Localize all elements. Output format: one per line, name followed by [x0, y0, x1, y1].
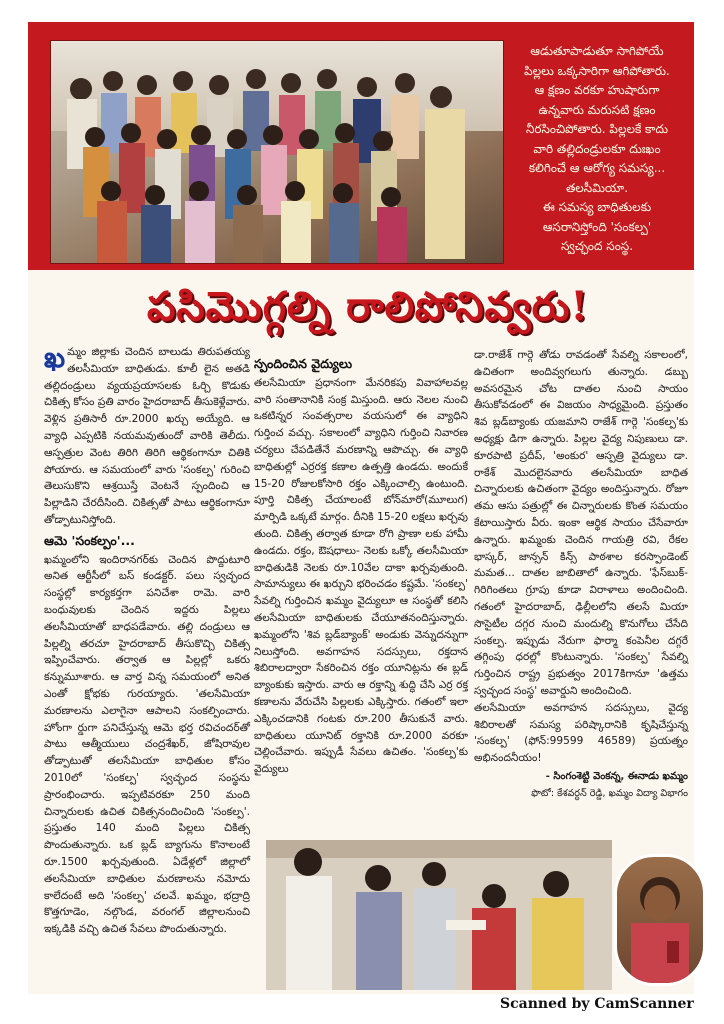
paragraph-text: మ్మం జిల్లాకు చెందిన బాలుడు తిరుపతయ్య తలసీమియా బాధితుడు. కూలీ లైన అతడి తల్లిదండ్రులు వ్యయప్రయాసలకు ఓర్చి కొడుకు చికిత్స కోసం ప్రతి వారం హైదరాబాద్ తీసుకెళ్లేవారు. వెళ్లిన ప్రతిసారీ రూ.2000 ఖర్చు అయ్యేది. ఆ వ్యాధి ఎప్పటికి నయమవుతుందో వారికి తెలీదు. ఆస్పత్రుల వెంట తిరిగి తిరిగి ఆర్థికంగానూ చితికి పోయారు. ఆ సమయంలో వారు 'సంకల్ప' గురించి తెలుసుకొని ఆశ్రయిస్తే వెంటనే స్పందించి ఆ పిల్లాడిని చేరదీసింది. చికిత్సతో పాటు ఆర్థికంగానూ తోడ్పాటునిస్తోంది. [44, 346, 250, 526]
subheading: స్పందించిన వైద్యులు [254, 356, 353, 371]
doctors-handover-photo [266, 840, 612, 990]
newspaper-page [28, 22, 694, 994]
intro-line: ఉన్నవారు మరుసటి క్షణం [538, 102, 656, 117]
intro-line: ఆ క్షణం వరకూ హుషారుగా [534, 83, 660, 97]
article-column-1 [44, 341, 250, 938]
photo-credit: ఫొటో: కేశవర్ధన్ రెడ్డి, ఖమ్మం విద్యా విభాగం [531, 787, 688, 799]
intro-line: పిల్లలు ఒక్కసారిగా ఆగిపోతారు. [524, 63, 670, 78]
group-photo-children [50, 40, 504, 264]
drop-cap: ఖ [44, 341, 66, 374]
article-column-2 [254, 352, 468, 778]
intro-line: స్వచ్ఛంద సంస్థ. [560, 239, 634, 253]
reporter-credit: - సింగంశెట్టి వెంకన్న, ఈనాడు ఖమ్మం [545, 770, 688, 782]
article-column-3 [474, 347, 688, 803]
article-paragraph: ఖమ్మంలోని ఇందిరానగర్‌కు చెందిన పొద్దుటూరి అనిత ఆర్టీసీలో బస్ కండక్టర్. పలు స్వచ్ఛంద సంస్థల్లో కార్యకర్తగా పనిచేశా రామె. వారి బంధువులకు చెందిన ఇద్దరు పిల్లలు తలసీమియాతో బాధపడేవారు. తల్లి దండ్రులు ఆ పిల్లల్ని తరచూ హైదరాబాద్ తీసుకొచ్చి చికిత్స ఇప్పించేవారు. తర్వాత ఆ పిల్లల్లో ఒకరు కన్నుమూశారు. ఆ వార్త విన్న సమయంలో అనిత ఎంతో క్షోభకు గురయ్యారు. 'తలసేమియా మరణాలను ఎలాగైనా ఆపాలని సంకల్పించారు. హోంగా ర్డుగా పనిచేస్తున్న ఆమె భర్త రవిచందర్‌తో పాటు ఆత్మీయులు చంద్రశేఖర్, జోషిరావుల తోడ్పాటుతో తలసేమియా బాధితుల కోసం 2010లో 'సంకల్ప' స్వచ్ఛంద సంస్థను ప్రారంభించారు. ఇప్పటివరకూ 250 మంది చిన్నారులకు ఉచిత చికిత్సనందించింది 'సంకల్ప'. ప్రస్తుతం 140 మంది పిల్లలు చికిత్స పొందుతున్నారు. ఒక బ్లడ్ బ్యాగును కొనాలంటే రూ.1500 ఖర్చవుతుంది. ఏడేళ్లలో జిల్లాలో తలసేమియా బాధితుల మరణాలను నమోదు కాలేదంటే అది 'సంకల్ప' చలవే. ఖమ్మం, భద్రాద్రి కొత్తగూడెం, నల్గొండ, వరంగల్ జిల్లాలనుంచి ఇక్కడికి వచ్చి ఉచిత సేవలు పొందుతున్నారు. [44, 553, 250, 936]
intro-text [506, 42, 688, 264]
intro-line: కలిగించే ఆ ఆరోగ్య సమస్య... [528, 161, 666, 175]
article-paragraph: తలసేమియా ప్రధానంగా మేనరికపు వివాహాలవల్ల వారి సంతానానికి సంక్ర మిస్తుంది. ఆరు నెలల నుంచి ఒకటిన్నర సంవత్సరాల వయసులో ఈ వ్యాధిని గుర్తించ వచ్చు. సకాలంలో వ్యాధిని గుర్తించి నివారణ చర్యలు చేపడితేనే మరణాన్ని ఆపొచ్చు. ఈ వ్యాధి బాధితుల్లో ఎర్రరక్త కణాల ఉత్పత్తి ఉండదు. అందుకే 15-20 రోజులకోసారి రక్తం ఎక్కించాల్సి ఉంటుంది. పూర్తి చికిత్స చేయాలంటే బోన్‌మారో(మూలుగ) మార్పిడి ఒక్కటే మార్గం. దీనికి 15-20 లక్షలు ఖర్చవు తుంది. చికిత్స తర్వాత కూడా రోగి ప్రాణా లకు హామీ ఉండదు. రక్తం, ఔషధాలు- నెలకు ఒక్కో తలసీమియా బాధితుడికి నెలకు రూ.10వేల దాకా ఖర్చవుతుంది. సామాన్యులు ఈ ఖర్చుని భరించడం కష్టమే. 'సంకల్ప' సేవల్ని గుర్తించిన ఖమ్మం వైద్యులూ ఆ సంస్థతో కలిసి తలసేమియా బాధితులకు చేయూతనందిస్తున్నారు. ఖమ్మంలోని 'శివ బ్లడ్‌బ్యాంక్' అండుకు వెన్నుదన్నుగా నిలుస్తోంది. అవగాహన సదస్సులు, రక్తదాన శిబిరాలద్వారా సేకరించిన రక్తం యూనిట్లను ఈ బ్లడ్ బ్యాంకుకు ఇస్తారు. వారు ఆ రక్తాన్ని శుద్ధి చేసి ఎర్ర రక్త కణాలను వేరుచేసి పిల్లలకు ఎక్కిస్తారు. గతంలో ఇలా ఎక్కించడానికి గంటకు రూ.200 తీసుకునే వారు. బాధితులు యూనిట్ రక్తానికి రూ.2000 వరకూ చెల్లించేవారు. ఇప్పుడీ సేవలు ఉచితం. 'సంకల్ప'కు వైద్యులు [254, 376, 468, 776]
intro-line: వారి తల్లిదండ్రులకూ దుఃఖం [533, 141, 661, 156]
intro-line: నీరసించిపోతారు. పిల్లలకే కాదు [525, 122, 669, 136]
intro-line: ఆడుతూపాడుతూ సాగిపోయే [530, 44, 664, 58]
article-paragraph [44, 341, 250, 529]
headline: పసిమొగ్గల్ని రాలిపోనివ్వరు! [147, 283, 589, 330]
article-paragraph: డా.రాజేశ్ గార్గె తోడు రావడంతో సేవల్ని సకాలంలో, ఉచితంగా అందివ్వగలుగు తున్నారు. డబ్బు అవసరమైన చోట దాతల నుంచి సాయం తీసుకోవడంలో ఈ విజయం సాధ్యమైంది. ప్రస్తుతం శివ బ్లడ్‌బ్యాంకు యజమాని రాజేశ్ గార్గె 'సంకల్ప'కు అధ్యక్షు డిగా ఉన్నారు. పిల్లల వైద్య నిపుణులు డా. కూరపాటి ప్రదీప్, 'అంకుర' ఆస్పత్రి వైద్యులు డా. రాకేశ్ మొదలైనవారు తలసేమియా బాధిత చిన్నారులకు ఉచితంగా వైద్యం అందిస్తున్నారు. రోజూ తమ ఆసు పత్రుల్లో ఈ చిన్నారులకు కొంత సమయం కేటాయిస్తారు వీరు. ఇంకా ఆర్థిక సాయం చేసేవారూ ఉన్నారు. ఖమ్మంకు చెందిన గాయత్రి రవి, రేకల భాస్కర్, జాన్సన్ కిన్స్ పాఠశాల కరస్పాండెంట్ మమత... దాతల జాబితాలో ఉన్నారు. 'ఫేస్‌బుక్-గిరిగింతలు గ్రూపు కూడా విరాళాలు అందించింది. గతంలో హైదరాబాద్, ఢిల్లీలలోని తలసే మియా సొసైటీల దగ్గర నుంచి మందుల్ని కొనుగోలు చేసేది సంకల్ప. ఇప్పుడు నేరుగా ఫార్మా కంపెనీల దగ్గరే తగ్గింపు ధరల్లో కొంటున్నారు. 'సంకల్ప' సేవల్ని గుర్తించిన రాష్ట్ర ప్రభుత్వం 2017కిగానూ 'ఉత్తమ స్వచ్ఛంద సంస్థ' అవార్డుని అందించింది. [474, 349, 688, 697]
subheading: ఆమె 'సంకల్పం'... [44, 532, 135, 548]
child-patient-photo [614, 854, 706, 986]
intro-line: ఆసరానిస్తోంది 'సంకల్ప' [542, 219, 652, 234]
intro-line: ఈ సమస్య బాధితులకు [542, 200, 652, 214]
intro-line: తలసీమియా. [565, 180, 629, 195]
scanner-watermark: Scanned by CamScanner [500, 996, 694, 1012]
article-paragraph: తలసేమియా అవగాహన సదస్సులు, వైద్య శిబిరాలతో సమస్య పరిష్కారానికి కృషిచేస్తున్న 'సంకల్ప' (ఫోన్:99599 46589) ప్రయత్నం అభినందనీయం! [474, 701, 688, 765]
